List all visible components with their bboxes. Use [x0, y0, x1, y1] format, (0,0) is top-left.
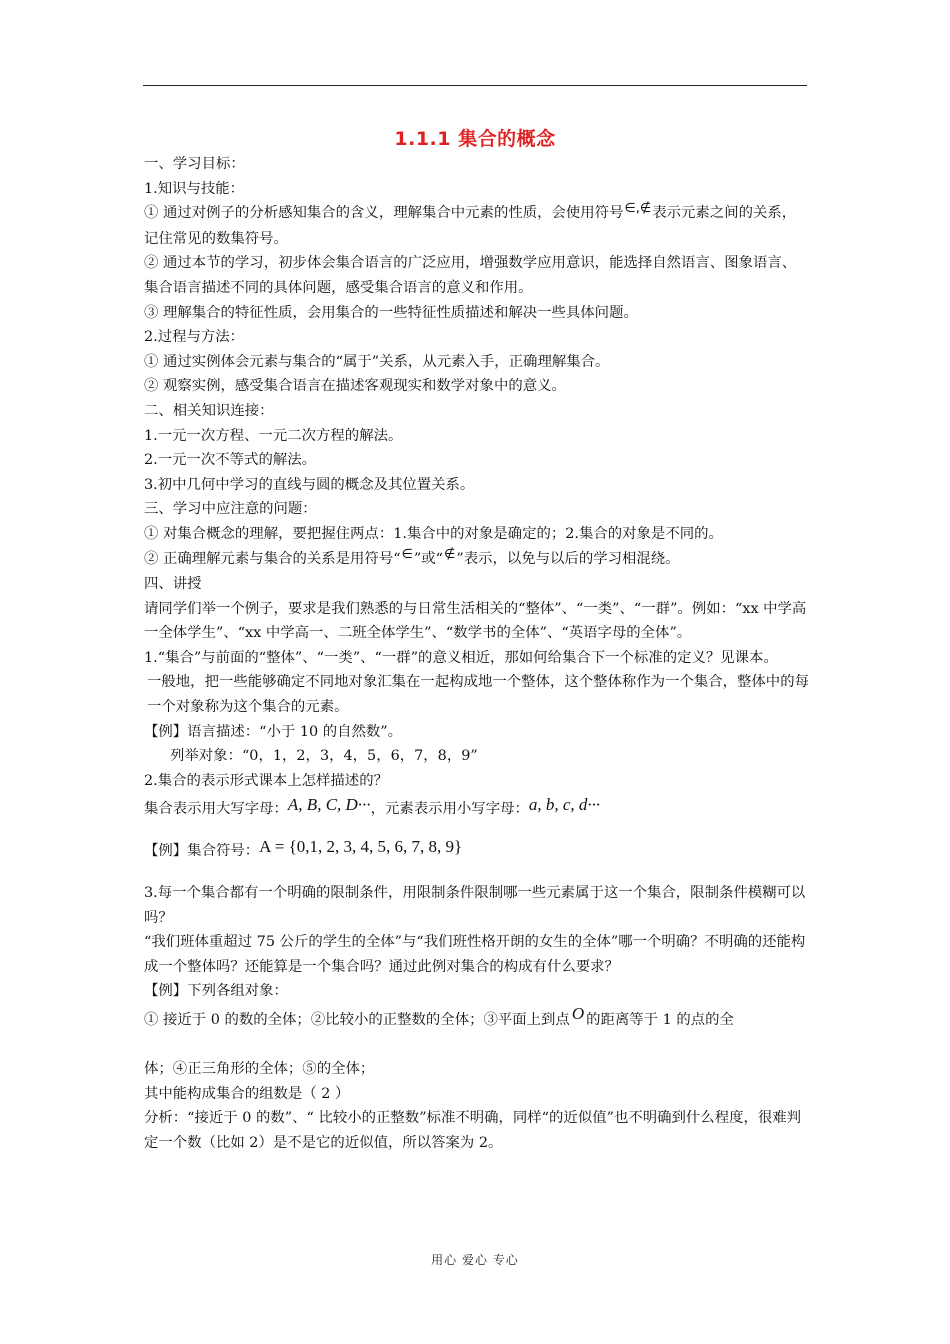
lecture-paragraph-5: “我们班体重超过 75 公斤的学生的全体”与“我们班性格开朗的女生的全体”哪一个明确？不明确的还能构成一个整体吗？还能算是一个集合吗？通过此例对集合的构成有什么要求？: [144, 934, 806, 975]
attention-2: ② 正确理解元素与集合的关系是用符号“∈”或“∉”表示，以免与以后的学习相混绕。: [144, 546, 680, 567]
page-footer: 用心 爱心 专心: [431, 1253, 519, 1267]
lecture-paragraph-3: 2.集合的表示形式课本上怎样描述的？: [144, 772, 388, 789]
related-3: 3.初中几何中学习的直线与圆的概念及其位置关系。: [144, 476, 475, 493]
example-3: 【例】下列各组对象：: [144, 983, 288, 1000]
document-body: [144, 152, 810, 1155]
in-notin-symbol: ∈,∉: [624, 201, 652, 217]
related-2: 2.一元一次不等式的解法。: [144, 452, 317, 469]
lowercase-letters-formula: a, b, c, d···: [528, 795, 601, 815]
example-3-items-cont: 体；④正三角形的全体；⑤的全体；: [144, 1061, 375, 1077]
example-3-items: ① 接近于 0 的数的全体；②比较小的正整数的全体；③平面上到点 O 的距离等于 1 的点的全: [144, 1004, 734, 1028]
lecture-paragraph-2: 1.“集合”与前面的“整体”、“一类”、“一群”的意义相近，那如何给集合下一个标准的定义？见课本。: [144, 649, 778, 666]
related-1: 1.一元一次方程、一元二次方程的解法。: [144, 427, 403, 444]
example-3-analysis: 分析：“接近于 0 的数”、“ 比较小的正整数”标准不明确，同样“的近似值”也不明确到什么程度，很难判定一个数（比如 2）是不是它的近似值，所以答案为 2。: [144, 1110, 802, 1151]
subheading-knowledge: 1.知识与技能：: [144, 180, 245, 197]
example-1: 【例】语言描述：“小于 10 的自然数”。: [144, 723, 403, 740]
example-2: 【例】集合符号：A = {0,1, 2, 3, 4, 5, 6, 7, 8, 9}: [144, 837, 463, 860]
attention-1: ① 对集合概念的理解，要把握住两点：1.集合中的对象是确定的；2.集合的对象是不同的。: [144, 525, 723, 542]
in-symbol: ∈: [401, 546, 413, 562]
section-heading-2: 二、相关知识连接：: [144, 402, 274, 419]
process-2: ② 观察实例，感受集合语言在描述客观现实和数学对象中的意义。: [144, 378, 566, 395]
notation-line: 集合表示用大写字母：A, B, C, D···，元素表示用小写字母：a, b, c, d···: [144, 795, 601, 818]
set-definition: 一般地，把一些能够确定不同地对象汇集在一起构成地一个整体，这个整体称作为一个集合，整体中的每一个对象称为这个集合的元素。: [147, 674, 809, 716]
lecture-paragraph-1: 请同学们举一个例子，要求是我们熟悉的与日常生活相关的“整体”、“一类”、“一群”。例如：“xx 中学高一全体学生”、“xx 中学高一、二班全体学生”、“数学书的全体”、“英语字母的全体”。: [144, 600, 807, 642]
lecture-paragraph-4: 3.每一个集合都有一个明确的限制条件，用限制条件限制哪一些元素属于这一个集合，限制条件模糊可以吗？: [144, 885, 806, 926]
point-o-symbol: O: [571, 1004, 585, 1023]
header-rule: [143, 85, 807, 86]
page-title: 1.1.1 集合的概念: [394, 128, 556, 150]
example-1-list: 列举对象：“0，1，2，3，4，5，6，7，8，9”: [170, 748, 478, 765]
objective-2: ② 通过本节的学习，初步体会集合语言的广泛应用，增强数学应用意识，能选择自然语言、图象语言、集合语言描述不同的具体问题，感受集合语言的意义和作用。: [144, 255, 797, 296]
section-heading-1: 一、学习目标：: [144, 156, 245, 172]
set-formula: A = {0,1, 2, 3, 4, 5, 6, 7, 8, 9}: [259, 837, 463, 857]
section-heading-4: 四、讲授: [144, 576, 202, 593]
example-3-question: 其中能构成集合的组数是（ 2 ）: [144, 1085, 350, 1102]
subheading-process: 2.过程与方法：: [144, 329, 245, 346]
section-heading-3: 三、学习中应注意的问题：: [144, 501, 317, 518]
objective-3: ③ 理解集合的特征性质，会用集合的一些特征性质描述和解决一些具体问题。: [144, 304, 638, 321]
process-1: ① 通过实例体会元素与集合的“属于”关系，从元素入手，正确理解集合。: [144, 353, 610, 370]
objective-1: ① 通过对例子的分析感知集合的含义，理解集合中元素的性质，会使用符号∈,∉表示元素之间的关系，记住常见的数集符号。: [144, 201, 797, 247]
uppercase-letters-formula: A, B, C, D···: [287, 795, 371, 815]
notin-symbol: ∉: [444, 546, 456, 562]
